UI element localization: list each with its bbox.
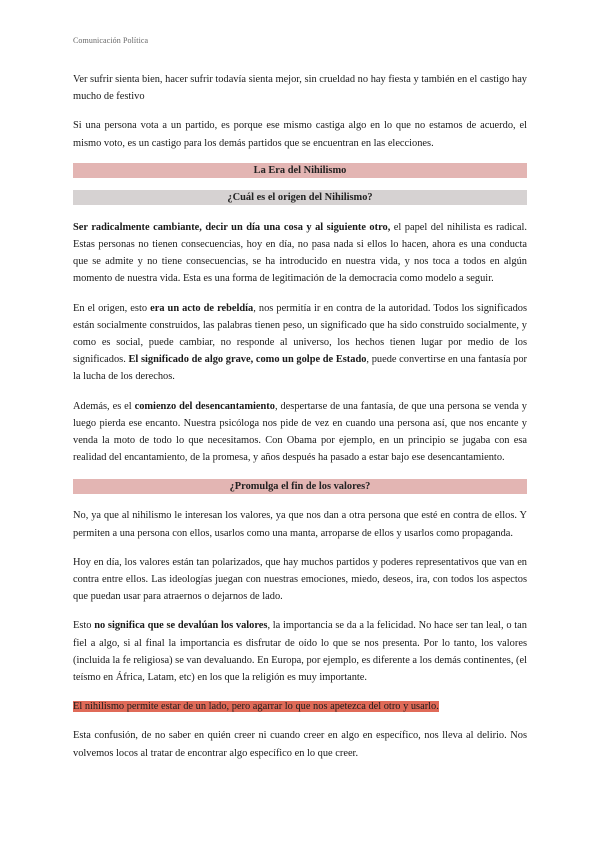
bold-phrase: era un acto de rebeldía bbox=[150, 302, 254, 314]
origin-paragraph-3: Además, es el comienzo del desencantamiento, despertarse de una fantasía, de que una persona se venda y luego pierda ese encanto. Nuestra psicóloga nos pide de vez en cuando una persona así, que nos encante y venda la moto de todo lo que necesitamos. Con Obama por ejemplo, en un principio se jugaba con esa realidad del encantamiento, de la promesa, y años después ha pasado a estar bajo ese desencantamiento. bbox=[73, 400, 527, 464]
bold-phrase: El significado de algo grave, como un golpe de Estado bbox=[128, 354, 367, 366]
values-paragraph-3: Esto no significa que se devalúan los valores, la importancia se da a la felicidad. No hace ser tan leal, o tan fiel a algo, si al final la importancia es disfrutar de oído lo que se nos presenta. Por lo tanto, los valores (incluida la fe religiosa) se van devaluando. En Europa, por ejemplo, es diferente a los demás continentes, (el teísmo en África, Latam, etc) en los que la religión es muy importante. bbox=[73, 620, 527, 684]
intro-paragraph-1: Ver sufrir sienta bien, hacer sufrir todavía sienta mejor, sin crueldad no hay fiesta y también en el castigo hay mucho de festivo bbox=[73, 74, 527, 103]
red-highlight: El nihilismo permite estar de un lado, pero agarrar lo que nos apetezca del otro y usarlo. bbox=[73, 701, 439, 713]
bold-phrase: comienzo del desencantamiento bbox=[134, 400, 275, 412]
bold-phrase: no significa que se devalúan los valores bbox=[94, 620, 268, 632]
intro-paragraph-2: Si una persona vota a un partido, es porque ese mismo castiga algo en lo que no estamos de acuerdo, el mismo voto, es un castigo para los demás partidos que se encuentran en las elecciones. bbox=[73, 120, 527, 149]
subsection-heading-origin: ¿Cuál es el origen del Nihilismo? bbox=[73, 190, 527, 205]
subsection-heading-values: ¿Promulga el fin de los valores? bbox=[73, 479, 527, 494]
values-paragraph-4: Esta confusión, de no saber en quién creer ni cuando creer en algo en específico, nos lleva al delirio. Nos volvemos locos al tratar de encontrar algo específico en lo que creer. bbox=[73, 730, 527, 759]
values-paragraph-1: No, ya que al nihilismo le interesan los valores, ya que nos dan a otra persona que esté en contra de ellos. Y permiten a una persona con ellos, usarlos como una manta, arroparse de ellos y usarlos como propaganda. bbox=[73, 510, 527, 539]
document-body bbox=[73, 71, 527, 762]
origin-paragraph-2: En el origen, esto era un acto de rebeldía, nos permitía ir en contra de la autoridad. Todos los significados están socialmente construidos, las palabras tienen peso, un significado que ha sido construido socialmente, y como es social, puede cambiar, no responde al universo, los hechos tienen lugar por medio de los significados. El significado de algo grave, como un golpe de Estado, puede convertirse en una fantasía por la lucha de los derechos. bbox=[73, 302, 528, 383]
section-heading: La Era del Nihilismo bbox=[73, 163, 527, 178]
values-paragraph-2: Hoy en día, los valores están tan polarizados, que hay muchos partidos y poderes representativos que van en contra entre ellos. Las ideologías juegan con nuestras emociones, miedo, deseos, ira, con todos los aspectos que puedan usar para atraernos o dejarnos de lado. bbox=[73, 556, 527, 603]
origin-paragraph-1: Ser radicalmente cambiante, decir un día una cosa y al siguiente otro, el papel del nihilista es radical. Estas personas no tienen consecuencias, hoy en día, no pasa nada si ellos lo hacen, ahora es una conducta que se admite y no tiene consecuencias, se ha introducido en nuestra vida, y nos toca a todos en algún momento de nuestra vida. Esta es una forma de legitimación de la democracia como modelo a seguir. bbox=[73, 221, 528, 285]
bold-phrase: Ser radicalmente cambiante, decir un día una cosa y al siguiente otro, bbox=[73, 221, 391, 233]
running-header: Comunicación Política bbox=[73, 36, 149, 45]
highlighted-statement bbox=[73, 698, 527, 715]
